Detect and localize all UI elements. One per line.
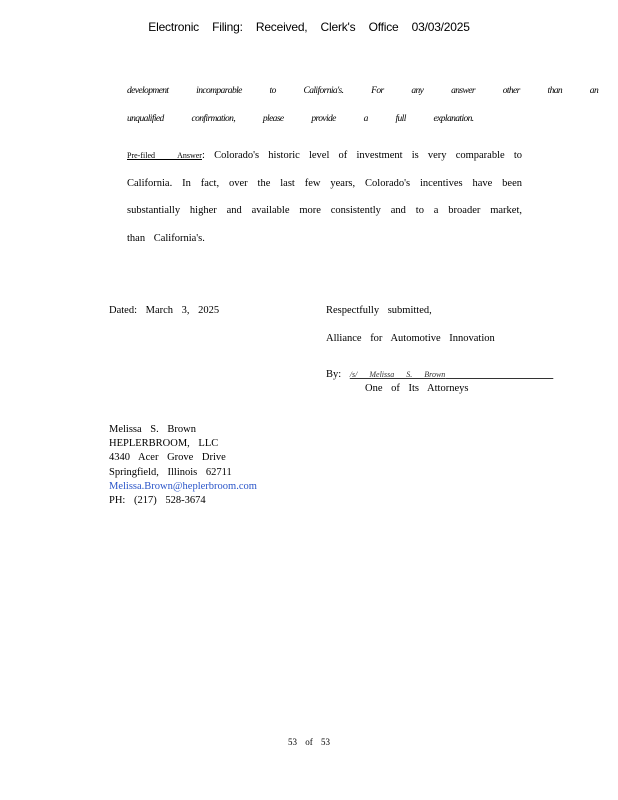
attorney-name: Melissa S. Brown [109, 424, 196, 435]
party-name: Alliance for Automotive Innovation [326, 333, 495, 344]
attorney-role: One of Its Attorneys [365, 383, 469, 394]
filing-header: Electronic Filing: Received, Clerk's Office 03/03/2025 [148, 20, 470, 34]
street-address: 4340 Acer Grove Drive [109, 452, 226, 464]
law-firm: HEPLERBROOM, LLC [109, 438, 219, 450]
signature-underline [445, 370, 553, 379]
question-line-2: unqualified confirmation, please provide a full explanation. [127, 114, 474, 124]
closing-text: Respectfully submitted, [326, 305, 432, 316]
page-number: 53 of 53 [288, 737, 330, 747]
electronic-signature: /s/ Melissa S. Brown [349, 370, 446, 379]
email-link[interactable]: Melissa.Brown@heplerbroom.com [109, 480, 257, 492]
dated-line: Dated: March 3, 2025 [109, 305, 220, 316]
city-state-zip: Springfield, Illinois 62711 [109, 466, 232, 478]
question-line-1: development incomparable to California's. For any answer other than an [127, 86, 599, 96]
answer-text: : Colorado's historic level of investment is very comparable to California. In fact, over the last few years, Colorado's incentives have been substantially higher and available more consistently and to a broader market, than California's. [127, 150, 522, 244]
by-label: By: [326, 369, 342, 380]
answer-label: Pre-filed Answer [127, 151, 202, 160]
signature-line [326, 369, 553, 380]
answer-paragraph [127, 142, 522, 252]
phone-number: PH: (217) 528-3674 [109, 495, 206, 507]
attorney-contact-block [109, 423, 257, 508]
